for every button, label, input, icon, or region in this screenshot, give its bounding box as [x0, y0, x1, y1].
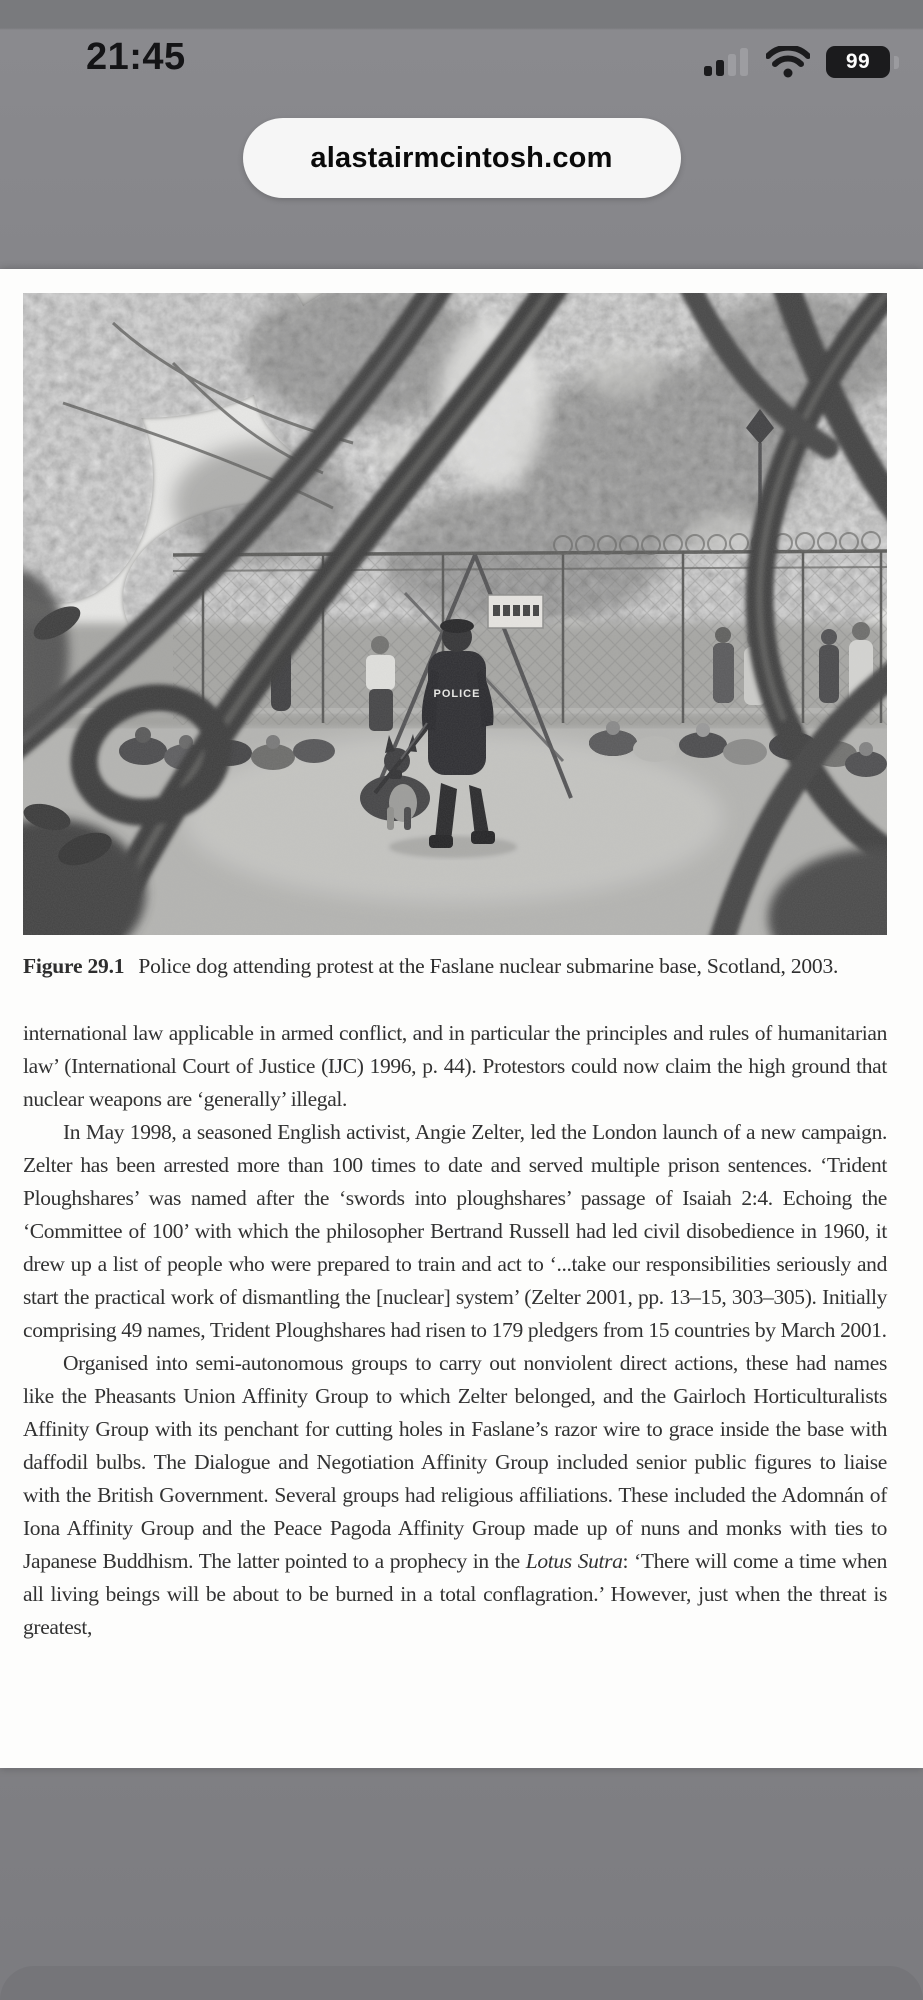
wifi-icon — [766, 46, 810, 78]
battery-percent: 99 — [845, 50, 871, 73]
figure-caption — [23, 951, 887, 981]
figure-caption-text: Police dog attending protest at the Faslane nuclear submarine base, Scotland, 2003. — [138, 954, 839, 978]
status-time: 21:45 — [86, 36, 186, 78]
status-bar — [0, 34, 923, 90]
paragraph-3-text-end: : ‘There will come a time when all living beings will be about to be burned in a total conflagration.’ However, just when the threat is greatest, — [23, 1549, 888, 1639]
paragraph-3 — [23, 1347, 887, 1644]
book-title-italic: Lotus Sutra — [525, 1549, 623, 1573]
document-page[interactable] — [0, 269, 923, 1768]
figure-caption-label: Figure 29.1 — [23, 954, 125, 978]
paragraph-3-text: Organised into semi-autonomous groups to carry out nonviolent direct actions, these had names like the Pheasants Union Affinity Group to which Zelter belonged, and the Gairloch Horticulturalists Affinity Group with its penchant for cutting holes in Faslane’s razor wire to grace inside the base with daffodil bulbs. The Dialogue and Negotiation Affinity Group included senior public figures to liaise with the British Government. Several groups had religious affiliations. These included the Adomnán of Iona Affinity Group and the Peace Pagoda Affinity Group made up of nuns and monks with ties to Japanese Buddhism. The latter pointed to a prophecy in the — [23, 1351, 887, 1573]
battery-tip — [894, 56, 899, 69]
paragraph-2: In May 1998, a seasoned English activist, Angie Zelter, led the London launch of a new campaign. Zelter has been arrested more than 100 times to date and served multiple prison sentences. ‘Trident Ploughshares’ was named after the ‘swords into ploughshares’ passage of Isaiah 2:4. Echoing the ‘Committee of 100’ with which the philosopher Bertrand Russell had led civil disobedience in 1960, it drew up a list of people who were prepared to train and act to ‘...take our responsibilities seriously and start the practical work of dismantling the [nuclear] system’ (Zelter 2001, pp. 13–15, 303–305). Initially comprising 49 names, Trident Ploughshares had risen to 179 pledgers from 15 countries by March 2001. — [23, 1120, 887, 1342]
address-bar-url: alastairmcintosh.com — [310, 141, 613, 174]
paragraph-1: international law applicable in armed conflict, and in particular the principles and rules of humanitarian law’ (International Court of Justice (IJC) 1996, p. 44). Protestors could now claim the high ground that nuclear weapons are ‘generally’ illegal. — [23, 1021, 887, 1111]
article-text — [23, 1017, 887, 1644]
status-icons — [704, 42, 899, 82]
figure-photo — [23, 293, 887, 935]
battery-icon — [826, 46, 890, 78]
browser-bottom-bar[interactable] — [0, 1966, 923, 2000]
cellular-signal-icon — [704, 46, 750, 78]
address-bar[interactable] — [243, 118, 681, 198]
